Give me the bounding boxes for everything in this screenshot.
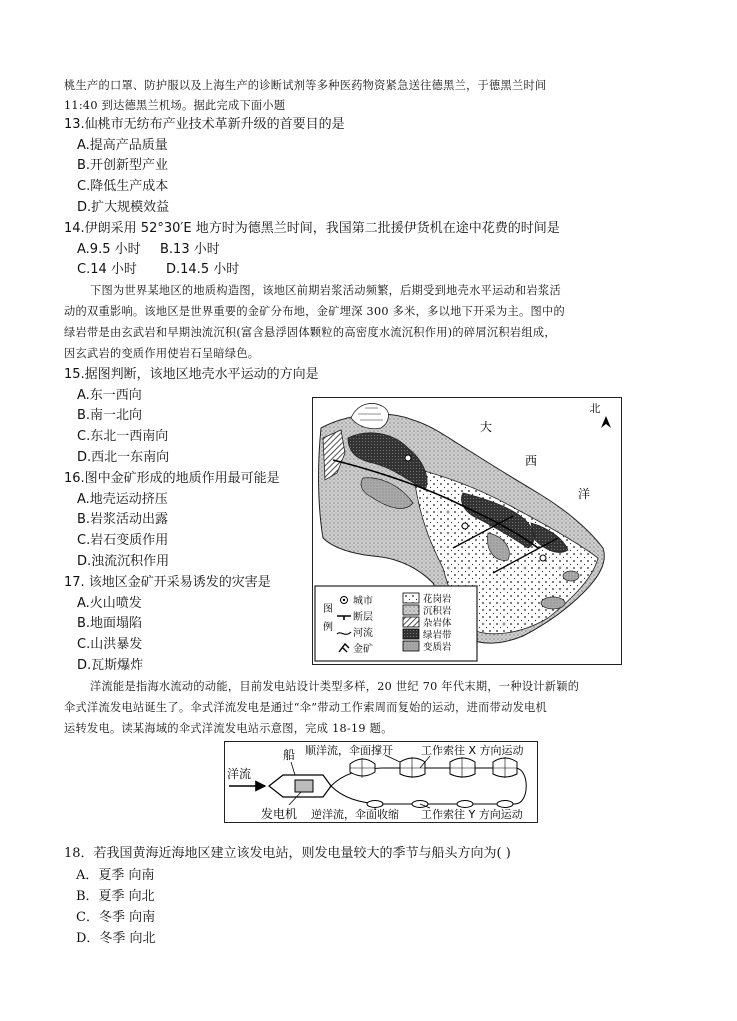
ocean-label-da: 大: [480, 420, 493, 434]
intro-text-line: 伞式洋流发电站诞生了。伞式洋流发电是通过“伞”带动工作索周而复始的运动，进而带动发电机: [64, 701, 548, 714]
intro-text-line: 桃生产的口罩、防护服以及上海生产的诊断试剂等多种医药物资紧急送往德黑兰，于德黑兰时间: [64, 79, 547, 92]
legend-label: 河流: [353, 628, 373, 639]
city-marker: [540, 555, 546, 561]
parachute-closed-icon: [457, 801, 473, 808]
q17-option-a[interactable]: A.火山喷发: [77, 596, 142, 611]
question-13-stem: 13.仙桃市无纺布产业技术革新升级的首要目的是: [64, 117, 345, 132]
q16-option-c[interactable]: C.岩石变质作用: [77, 533, 169, 548]
parachute-closed-icon: [497, 801, 513, 808]
q15-option-b[interactable]: B.南一北向: [77, 408, 143, 423]
generator-icon: [295, 780, 313, 792]
ocean-label-xi: 西: [525, 454, 538, 468]
q16-option-b[interactable]: B.岩浆活动出露: [77, 512, 169, 527]
q13-option-d[interactable]: D.扩大规模效益: [77, 200, 170, 215]
question-15-stem: 15.据图判断，该地区地壳水平运动的方向是: [64, 367, 319, 382]
legend-label: 变质岩: [423, 642, 452, 653]
q17-option-c[interactable]: C.山洪暴发: [77, 637, 143, 652]
complex-swatch: [403, 617, 419, 627]
current-label: 洋流: [227, 767, 252, 781]
intro-text-line: 因玄武岩的变质作用使岩石呈暗绿色。: [64, 347, 260, 360]
current-power-diagram: [225, 742, 536, 821]
q13-option-a[interactable]: A.提高产品质量: [77, 138, 168, 153]
current-power-station-figure: [224, 741, 538, 823]
q14-option-c[interactable]: C.14 小时: [77, 262, 137, 277]
downstream-label: 顺洋流，伞面撑开: [305, 744, 393, 757]
q15-option-d[interactable]: D.西北一东南向: [77, 450, 170, 465]
upstream-label: 逆洋流，伞面收缩: [311, 808, 399, 821]
parachute-closed-icon: [367, 801, 383, 808]
q14-option-a[interactable]: A.9.5 小时: [77, 242, 141, 257]
q17-option-b[interactable]: B.地面塌陷: [77, 616, 143, 631]
legend-label: 花岗岩: [423, 594, 452, 605]
legend-label: 杂岩体: [423, 618, 452, 629]
q15-option-c[interactable]: C.东北一西南向: [77, 429, 169, 444]
q18-option-a[interactable]: A．夏季 向南: [76, 868, 155, 883]
parachute-open-icon: [350, 759, 375, 776]
legend-label: 金矿: [353, 644, 373, 655]
intro-text-line: 11:40 到达德黑兰机场。据此完成下面小题: [64, 99, 286, 112]
north-arrow-icon: [590, 402, 612, 428]
granite-swatch: [403, 593, 419, 603]
question-17-stem: 17. 该地区金矿开采易诱发的灾害是: [64, 575, 271, 590]
generator-label: 发电机: [261, 807, 298, 821]
cable-x-label: 工作索往 X 方向运动: [421, 744, 524, 757]
intro-text-line: 洋流能是指海水流动的动能，目前发电站设计类型多样，20 世纪 70 年代末期，一种设计新颖的: [90, 680, 580, 693]
ship-label: 船: [283, 748, 296, 762]
legend-label: 断层: [353, 612, 373, 623]
legend-label: 绿岩带: [423, 630, 452, 641]
legend-label: 沉积岩: [423, 606, 452, 617]
q18-option-b[interactable]: B．夏季 向北: [76, 889, 155, 904]
q17-option-d[interactable]: D.瓦斯爆炸: [77, 658, 144, 673]
greenstone-swatch: [403, 629, 419, 639]
geologic-map-figure: [312, 397, 622, 665]
q13-option-b[interactable]: B.开创新型产业: [77, 158, 169, 173]
question-16-stem: 16.图中金矿形成的地质作用最可能是: [64, 471, 280, 486]
q16-option-a[interactable]: A.地壳运动挤压: [77, 492, 168, 507]
sediment-swatch: [403, 605, 419, 615]
intro-text-line: 下图为世界某地区的地质构造图，该地区前期岩浆活动频繁，后期受到地壳水平运动和岩浆活: [90, 284, 561, 297]
parachute-open-icon: [400, 758, 425, 777]
geologic-map: [313, 398, 620, 663]
intro-text-line: 运转发电。读某海域的伞式洋流发电站示意图，完成 18-19 题。: [64, 722, 393, 735]
ocean-label-yang: 洋: [578, 487, 591, 501]
legend-title-char: 图: [323, 604, 333, 615]
legend-title-char: 例: [323, 622, 333, 633]
intro-text-line: 动的双重影响。该地区是世界重要的金矿分布地，金矿埋深 300 多米，多以地下开采为主。图中的: [64, 305, 565, 318]
q14-option-d[interactable]: D.14.5 小时: [166, 262, 240, 277]
map-legend: [315, 586, 477, 661]
q13-option-c[interactable]: C.降低生产成本: [77, 179, 169, 194]
q18-option-c[interactable]: C．冬季 向南: [76, 910, 156, 925]
metamorphic-swatch: [403, 641, 419, 651]
question-14-stem: 14.伊朗采用 52°30′E 地方时为德黑兰时间，我国第二批援伊货机在途中花费的时间是: [64, 221, 560, 236]
q15-option-a[interactable]: A.东一西向: [77, 388, 142, 403]
city-marker: [462, 523, 468, 529]
intro-text-line: 绿岩带是由玄武岩和早期浊流沉积(富含悬浮固体颗粒的高密度水流沉积作用)的碎屑沉积岩组成，: [64, 326, 556, 339]
q16-option-d[interactable]: D.浊流沉积作用: [77, 554, 170, 569]
question-18-stem: 18．若我国黄海近海地区建立该发电站，则发电量较大的季节与船头方向为( ): [64, 846, 511, 861]
legend-label: 城市: [353, 596, 373, 607]
cable-y-label: 工作索往 Y 方向运动: [421, 808, 523, 821]
north-label: 北: [589, 402, 601, 415]
q14-option-b[interactable]: B.13 小时: [160, 242, 220, 257]
q18-option-d[interactable]: D．冬季 向北: [76, 931, 156, 946]
parachute-open-icon: [450, 758, 475, 777]
city-marker: [405, 455, 411, 461]
